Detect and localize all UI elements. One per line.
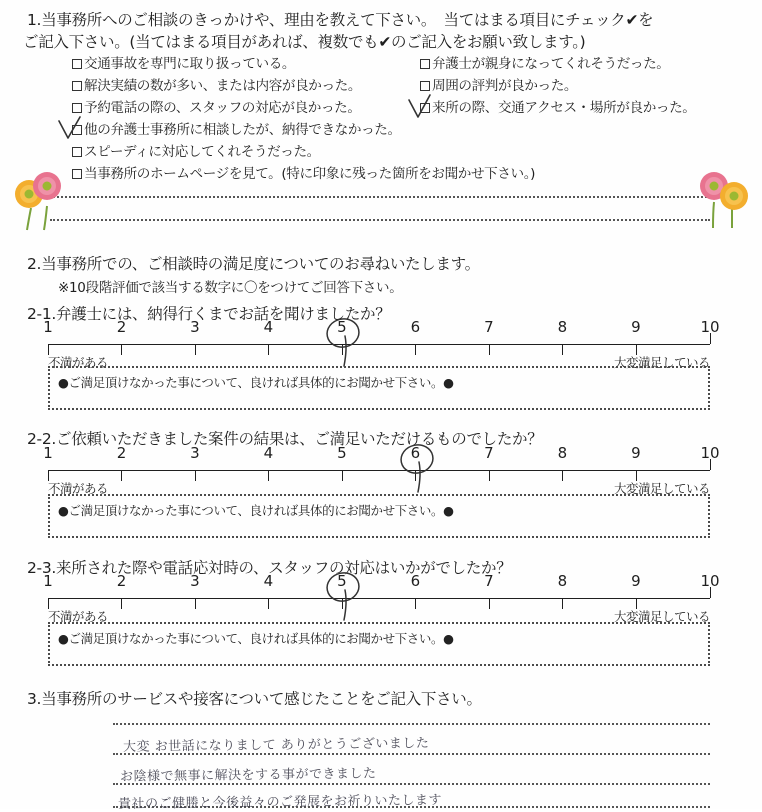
scale-number-1[interactable]: 1 [43,572,53,590]
scale-axis [48,470,710,471]
checkbox-option-left-3[interactable] [72,102,361,116]
gerbera-flowers-icon-right [694,168,756,230]
checkbox-label: 他の弁護士事務所に相談したが、納得できなかった。 [84,122,401,138]
scale-number-3[interactable]: 3 [190,318,200,336]
scale-tick-4 [268,598,269,609]
checkbox-label: 来所の際、交通アクセス・場所が良かった。 [432,100,696,116]
checkbox-option-right-3[interactable] [420,102,695,116]
scale-tick-8 [562,598,563,609]
section1-heading-line2: ご記入下さい。(当てはまる項目があれば、複数でも✔のご記入をお願い致します。) [23,33,586,51]
checkbox-label: 交通事故を専門に取り扱っている。 [84,56,296,72]
checkbox-option-right-2[interactable] [420,80,577,94]
scale-right-label: 大変満足している [613,609,710,624]
scale-tick-8 [562,470,563,481]
scale-number-2[interactable]: 2 [116,444,127,462]
comment-prompt: ●ご満足頂けなかった事について、良ければ具体的にお聞かせ下さい。● [58,631,454,646]
checkbox-option-left-6[interactable] [72,168,535,182]
comment-prompt: ●ご満足頂けなかった事について、良ければ具体的にお聞かせ下さい。● [58,375,454,390]
scale-left-label: 不満がある [48,481,109,496]
section2-note: ※10段階評価で該当する数字に〇をつけてご回答下さい。 [58,280,403,296]
scale-left-label: 不満がある [48,355,109,370]
checkbox-icon[interactable] [72,103,82,113]
checkbox-label: スピーディに対応してくれそうだった。 [84,144,320,160]
scale-number-6[interactable]: 6 [410,572,421,590]
section3-write-line-top[interactable] [113,723,710,725]
scale-number-1[interactable]: 1 [43,444,53,462]
scale-tick-2 [121,598,122,609]
scale-axis [48,344,710,345]
scale-tick-4 [268,470,269,481]
scale-number-10[interactable]: 10 [700,572,720,590]
checkbox-icon[interactable] [72,81,82,91]
scale-number-8[interactable]: 8 [557,572,568,590]
scale-number-4[interactable]: 4 [263,444,274,462]
comment-prompt: ●ご満足頂けなかった事について、良ければ具体的にお聞かせ下さい。● [58,503,454,518]
scale-number-7[interactable]: 7 [484,318,494,336]
checkbox-icon[interactable] [72,169,82,179]
scale-number-2[interactable]: 2 [116,572,127,590]
scale-tick-3 [195,344,196,355]
scale-number-2[interactable]: 2 [116,318,127,336]
scale-number-9[interactable]: 9 [631,318,641,336]
scale-tick-6 [415,598,416,609]
scale-tick-5 [342,598,343,609]
scale-tick-6 [415,470,416,481]
scale-number-5[interactable]: 5 [337,444,347,462]
scale-tick-7 [489,598,490,609]
checkbox-label: 弁護士が親身になってくれそうだった。 [432,56,670,72]
scale-tick-2 [121,470,122,481]
section2-heading: 2.当事務所での、ご相談時の満足度についてのお尋ねいたします。 [27,255,480,273]
scale-number-1[interactable]: 1 [43,318,53,336]
scale-tick-4 [268,344,269,355]
checkbox-label: 解決実績の数が多い、または内容が良かった。 [84,78,362,94]
scale-number-3[interactable]: 3 [190,572,200,590]
question-2-1-text: 2-1.弁護士には、納得行くまでお話を聞けましたか？ [27,305,391,323]
section3-heading: 3.当事務所のサービスや接客について感じたことをご記入下さい。 [27,690,482,708]
scale-number-7[interactable]: 7 [484,572,494,590]
checkbox-label: 周囲の評判が良かった。 [432,78,578,94]
scale-number-4[interactable]: 4 [263,318,274,336]
scale-left-label: 不満がある [48,609,109,624]
scale-axis [48,598,710,599]
rating-scale-2-1[interactable] [43,318,720,370]
gerbera-flowers-icon-left [5,170,67,232]
scale-number-5[interactable]: 5 [337,572,347,590]
checkbox-icon[interactable] [72,125,82,135]
scale-tick-6 [415,344,416,355]
scale-tick-3 [195,470,196,481]
scale-tick-5 [342,470,343,481]
handwritten-answer-line-1: 大変 お世話になりまして ありがとうございました [122,736,430,755]
checkbox-option-left-4[interactable] [72,124,401,138]
checkbox-label: 予約電話の際の、スタッフの対応が良かった。 [84,100,361,116]
scale-tick-5 [342,344,343,355]
checkbox-option-left-1[interactable] [72,58,295,72]
scale-tick-7 [489,470,490,481]
scale-right-label: 大変満足している [613,355,710,370]
scale-number-6[interactable]: 6 [410,444,421,462]
checkbox-icon[interactable] [420,59,430,69]
comment-box-2-2[interactable] [48,494,710,538]
handwritten-answer-line-3: 貴社のご健勝と今後益々のご発展をお祈りいたします [117,793,443,812]
scale-tick-8 [562,344,563,355]
rating-scale-2-3[interactable] [43,572,720,624]
scale-number-8[interactable]: 8 [557,444,568,462]
scale-number-10[interactable]: 10 [700,444,720,462]
checkbox-label: 当事務所のホームページを見て。(特に印象に残った箇所をお聞かせ下さい。) [84,166,536,182]
checkbox-icon[interactable] [420,103,430,113]
scale-number-10[interactable]: 10 [700,318,720,336]
comment-box-2-3[interactable] [48,622,710,666]
rating-scale-2-2[interactable] [43,444,720,496]
checkbox-option-left-5[interactable] [72,146,320,160]
section1-heading-line1: 1.当事務所へのご相談のきっかけや、理由を教えて下さい。 当てはまる項目にチェック✔を [27,11,654,29]
scale-number-9[interactable]: 9 [631,444,641,462]
scale-number-5[interactable]: 5 [337,318,347,336]
scale-number-9[interactable]: 9 [631,572,641,590]
scale-number-8[interactable]: 8 [557,318,568,336]
scale-number-7[interactable]: 7 [484,444,494,462]
handwritten-answer-line-2: お陰様で無事に解決をする事ができました [119,766,377,785]
checkbox-option-left-2[interactable] [72,80,361,94]
question-2-2-text: 2-2.ご依頼いただきました案件の結果は、ご満足いただけるものでしたか？ [27,430,543,448]
section1-free-line-2[interactable] [50,219,710,221]
scale-tick-3 [195,598,196,609]
checkbox-icon[interactable] [72,147,82,157]
scale-tick-7 [489,344,490,355]
scale-number-3[interactable]: 3 [190,444,200,462]
scale-tick-2 [121,344,122,355]
checkbox-icon[interactable] [420,81,430,91]
checkbox-option-right-1[interactable] [420,58,670,72]
section1-free-line-1[interactable] [50,196,710,198]
scale-right-label: 大変満足している [613,481,710,496]
scale-number-6[interactable]: 6 [410,318,421,336]
comment-box-2-1[interactable] [48,366,710,410]
checkbox-icon[interactable] [72,59,82,69]
question-2-3-text: 2-3.来所された際や電話応対時の、スタッフの対応はいかがでしたか？ [27,559,512,577]
scale-number-4[interactable]: 4 [263,572,274,590]
